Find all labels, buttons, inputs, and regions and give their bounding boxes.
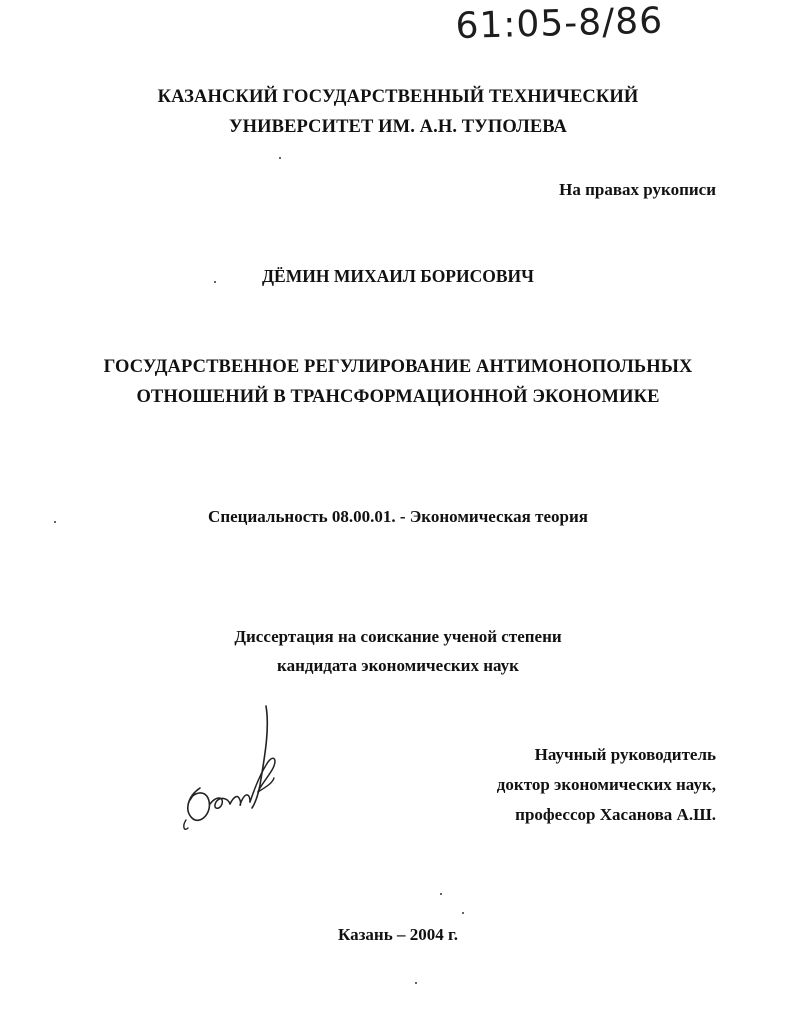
author-signature (178, 700, 288, 835)
rights-note: На правах рукописи (559, 180, 716, 199)
university-line-2: УНИВЕРСИТЕТ ИМ. А.Н. ТУПОЛЕВА (228, 117, 567, 137)
scan-speck (415, 982, 417, 984)
dissertation-title-line-2: ОТНОШЕНИЙ В ТРАНСФОРМАЦИОННОЙ ЭКОНОМИКЕ (136, 387, 660, 407)
supervisor-line-1: Научный руководитель (534, 745, 716, 764)
place-and-year: Казань – 2004 г. (337, 925, 459, 944)
scan-speck (214, 281, 216, 283)
author-name: ДЁМИН МИХАИЛ БОРИСОВИЧ (261, 266, 534, 286)
archive-number-handwritten: 61:05-8/86 (455, 0, 664, 47)
supervisor-line-2: доктор экономических наук, (496, 775, 716, 794)
scan-speck (462, 912, 464, 914)
scan-speck (54, 521, 56, 523)
scan-speck (279, 157, 281, 159)
specialty: Специальность 08.00.01. - Экономическая теория (208, 507, 588, 526)
degree-line-2: кандидата экономических наук (277, 656, 519, 675)
scan-speck (440, 893, 442, 895)
degree-line-1: Диссертация на соискание ученой степени (234, 627, 562, 646)
dissertation-title-line-1: ГОСУДАРСТВЕННОЕ РЕГУЛИРОВАНИЕ АНТИМОНОПОЛЬНЫХ (103, 357, 693, 377)
university-line-1: КАЗАНСКИЙ ГОСУДАРСТВЕННЫЙ ТЕХНИЧЕСКИЙ (157, 87, 639, 107)
supervisor-line-3: профессор Хасанова А.Ш. (515, 805, 716, 824)
